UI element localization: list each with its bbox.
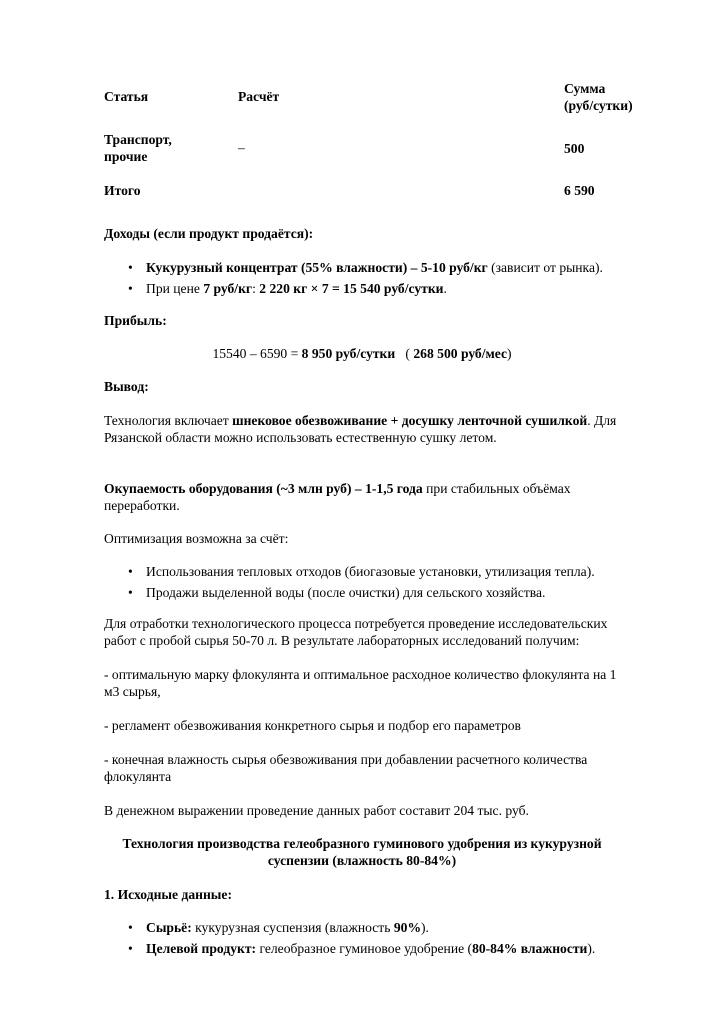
- research-line2: работ с пробой сырья 50-70 л. В результате лабораторных исследований получим:: [104, 633, 580, 648]
- table-row-item-line2: прочие: [104, 149, 148, 164]
- research-item2: - регламент обезвоживания конкретного сырья и подбор его параметров: [104, 718, 521, 733]
- conclusion-line1: Технология включает шнековое обезвоживание + досушку ленточной сушилкой. Для: [104, 413, 617, 428]
- table-row-item-line1: Транспорт,: [104, 132, 172, 147]
- table-total-sum: 6 590: [564, 183, 595, 198]
- table-header-item: Статья: [104, 89, 149, 104]
- list-item: • Сырьё: кукурузная суспензия (влажность 90%).: [128, 920, 429, 935]
- bullet-icon: •: [128, 564, 133, 579]
- bullet-icon: •: [128, 941, 133, 956]
- table-header-calc: Расчёт: [238, 89, 280, 104]
- table-row-sum: 500: [564, 141, 585, 156]
- profit-formula: 15540 – 6590 = 8 950 руб/сутки ( 268 500 руб/мес): [212, 346, 512, 361]
- section2-title-line1: Технология производства гелеобразного гуминового удобрения из кукурузной: [122, 836, 602, 851]
- income-list: [124, 259, 684, 301]
- bullet-icon: •: [128, 585, 133, 600]
- research-line1: Для отработки технологического процесса потребуется проведение исследовательских: [104, 616, 608, 631]
- payback-line1: Окупаемость оборудования (~3 млн руб) – 1-1,5 года при стабильных объёмах: [104, 481, 571, 496]
- bullet-icon: •: [128, 260, 133, 275]
- payback-line2: переработки.: [104, 498, 180, 513]
- section2-title-line2: суспензии (влажность 80-84%): [267, 853, 457, 868]
- table-header-sum-line2: (руб/сутки): [564, 98, 633, 113]
- conclusion-line2: Рязанской области можно использовать естественную сушку летом.: [104, 430, 497, 445]
- section2-subheading: 1. Исходные данные:: [104, 887, 232, 902]
- research-item1-line2: м3 сырья,: [104, 684, 161, 699]
- table-row-calc: –: [238, 140, 245, 155]
- research-item3-line1: - конечная влажность сырья обезвоживания при добавлении расчетного количества: [104, 752, 588, 767]
- bullet-icon: •: [128, 920, 133, 935]
- bullet-icon: •: [128, 281, 133, 296]
- optimization-list: [124, 563, 684, 605]
- research-item3-line2: флокулянта: [104, 769, 172, 784]
- income-heading: Доходы (если продукт продаётся):: [104, 226, 314, 241]
- research-item1-line1: - оптимальную марку флокулянта и оптимальное расходное количество флокулянта на 1: [104, 667, 617, 682]
- list-item: • Кукурузный концентрат (55% влажности) – 5-10 руб/кг (зависит от рынка).: [128, 260, 603, 275]
- conclusion-heading: Вывод:: [104, 379, 149, 394]
- research-cost: В денежном выражении проведение данных работ составит 204 тыс. руб.: [104, 803, 529, 818]
- list-item: • Продажи выделенной воды (после очистки) для сельского хозяйства.: [128, 585, 546, 600]
- list-item: • Использования тепловых отходов (биогазовые установки, утилизация тепла).: [128, 564, 595, 579]
- list-item: • При цене 7 руб/кг: 2 220 кг × 7 = 15 540 руб/сутки.: [128, 281, 447, 296]
- source-data-list: [124, 919, 684, 961]
- list-item: • Целевой продукт: гелеобразное гуминовое удобрение (80-84% влажности).: [128, 941, 596, 956]
- table-header-sum-line1: Сумма: [564, 81, 606, 96]
- optimization-intro: Оптимизация возможна за счёт:: [104, 531, 289, 546]
- profit-heading: Прибыль:: [104, 313, 167, 328]
- table-total-label: Итого: [104, 183, 141, 198]
